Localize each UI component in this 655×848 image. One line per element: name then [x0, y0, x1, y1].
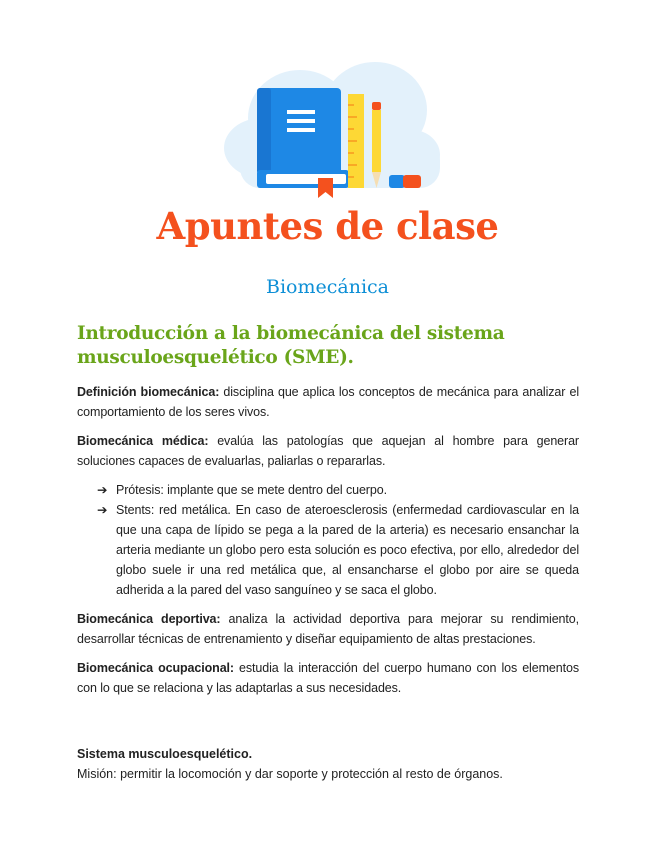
mision-text: Misión: permitir la locomoción y dar soporte y protección al resto de órganos.	[77, 767, 503, 781]
list-item	[97, 500, 579, 600]
pencil-shape	[372, 102, 381, 188]
text-medica: evalúa las patologías que aquejan al hombre para generar soluciones capaces de evaluarlas, paliarlas o repararlas.	[77, 434, 579, 468]
header-illustration	[0, 0, 655, 205]
paragraph-deportiva	[77, 609, 579, 649]
list-item	[97, 480, 579, 500]
list-item-text: Stents: red metálica. En caso de ateroesclerosis (enfermedad cardiovascular en la que una capa de lípido se pega a la pared de la arteria) es necesario ensanchar la arteria mediante un globo pero esta solución es poco efectiva, por ello, alrededor del globo suele ir una red metálica que, al ensancharse el globo por aire se queda adherida a la pared del vaso sanguíneo y se saca el globo.	[116, 503, 579, 597]
page-title: Apuntes de clase	[156, 204, 499, 248]
arrow-right-icon: ➔	[97, 483, 108, 497]
spacer	[77, 707, 579, 744]
text-definicion: disciplina que aplica los conceptos de mecánica para analizar el comportamiento de los seres vivos.	[77, 385, 580, 419]
sistema-label: Sistema musculoesquelético.	[77, 747, 253, 761]
list-item-text: Prótesis: implante que se mete dentro del cuerpo.	[116, 483, 387, 497]
bullet-list	[77, 480, 579, 600]
term-deportiva: Biomecánica deportiva:	[77, 612, 221, 626]
page-subtitle: Biomecánica	[266, 276, 389, 298]
paragraph-definicion	[77, 382, 579, 422]
term-ocupacional: Biomecánica ocupacional:	[77, 661, 234, 675]
text-ocupacional: estudia la interacción del cuerpo humano con los elementos con lo que se relaciona y las adaptarlas a sus necesidades.	[77, 661, 579, 695]
ruler-shape	[348, 94, 364, 188]
book-shape	[257, 88, 349, 198]
paragraph-medica	[77, 431, 579, 471]
paragraph-ocupacional	[77, 658, 579, 698]
main-content	[77, 322, 579, 784]
section-heading: Introducción a la biomecánica del sistema musculoesquelético (SME).	[77, 323, 505, 368]
term-definicion: Definición biomecánica:	[77, 385, 220, 399]
text-deportiva: analiza la actividad deportiva para mejorar su rendimiento, desarrollar técnicas de entrenamiento y diseñar equipamiento de altas prestaciones.	[77, 612, 579, 646]
eraser-shape	[389, 175, 421, 188]
arrow-right-icon: ➔	[97, 503, 108, 517]
term-medica: Biomecánica médica:	[77, 434, 209, 448]
notebook-ruler-pencil-icon	[0, 0, 655, 205]
